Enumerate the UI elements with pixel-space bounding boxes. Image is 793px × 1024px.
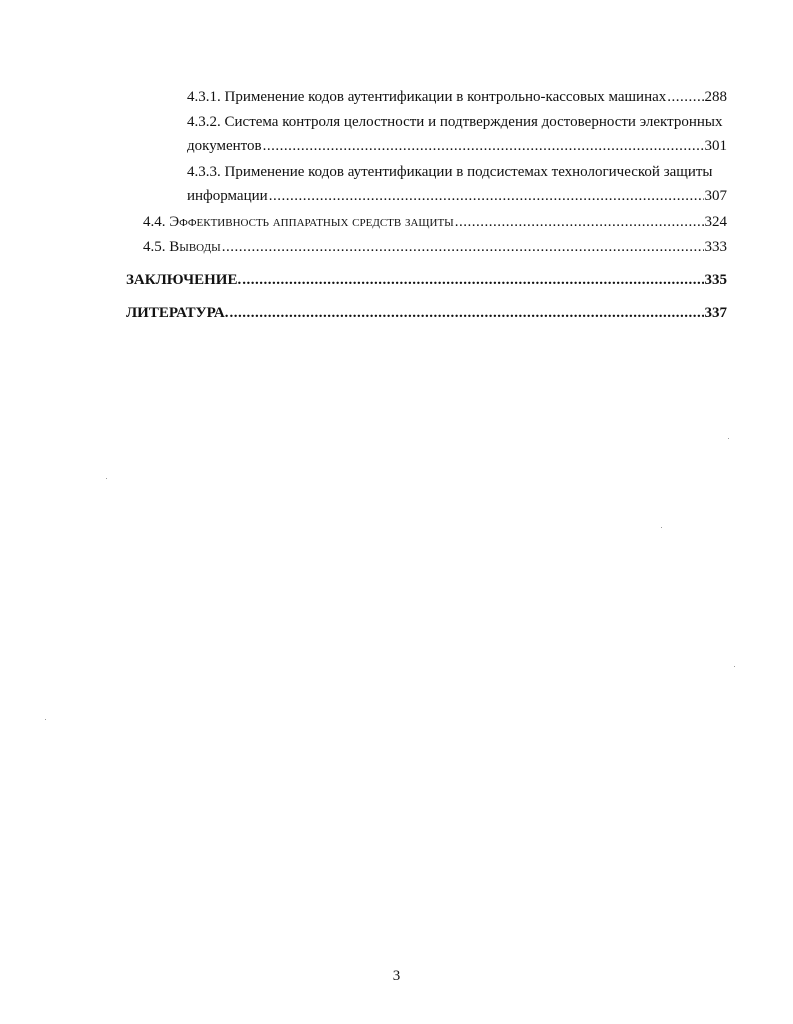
toc-entry-title: Система контроля целостности и подтверждения достоверности электронных: [224, 114, 723, 130]
dot-leader: [242, 270, 703, 290]
toc-entry-page: 335: [704, 272, 727, 288]
toc-entry-4-3-3-line2[interactable]: [187, 186, 727, 206]
toc-entry-title-cont: информации: [187, 188, 268, 204]
toc-entry-page: 333: [704, 239, 727, 255]
toc-entry-references[interactable]: [126, 303, 727, 323]
toc-entry-4-5[interactable]: [143, 237, 727, 257]
toc-entry-title: ЗАКЛЮЧЕНИЕ.: [126, 272, 242, 288]
scan-speck: [734, 666, 735, 667]
toc-entry-title: Эффективность аппаратных средств защиты: [169, 214, 454, 230]
scan-speck: [728, 438, 729, 439]
toc-entry-number: 4.4.: [143, 214, 166, 230]
page-number: 3: [392, 968, 401, 984]
toc-entry-page: 324: [704, 214, 727, 230]
dot-leader: [667, 87, 703, 107]
toc-entry-number: 4.5.: [143, 239, 166, 255]
toc-entry-title: ЛИТЕРАТУРА.: [126, 305, 229, 321]
toc-entry-4-3-1[interactable]: [187, 87, 727, 107]
toc-entry-number: 4.3.3.: [187, 164, 221, 180]
dot-leader: [455, 212, 704, 232]
toc-entry-page: 288: [704, 89, 727, 105]
toc-entry-conclusion[interactable]: [126, 270, 727, 290]
toc-entry-title: Применение кодов аутентификации в контрольно-кассовых машинах: [224, 89, 667, 105]
toc-entry-number: 4.3.1.: [187, 89, 221, 105]
toc-entry-4-4[interactable]: [143, 212, 727, 232]
toc-entry-page: 337: [704, 305, 727, 321]
toc-entry-4-3-2-line2[interactable]: [187, 136, 727, 156]
scan-speck: [661, 527, 662, 528]
toc-entry-label: [143, 237, 221, 257]
dot-leader: [222, 237, 704, 257]
dot-leader: [229, 303, 703, 323]
toc-entry-title: Выводы: [169, 239, 221, 255]
toc-entry-label: [143, 212, 454, 232]
toc-entry-4-3-2-line1[interactable]: [187, 112, 722, 132]
dot-leader: [263, 136, 704, 156]
toc-entry-page: 301: [704, 138, 727, 154]
toc-entry-title-cont: документов: [187, 138, 262, 154]
toc-entry-label: [187, 87, 666, 107]
scan-speck: [45, 719, 46, 720]
dot-leader: [269, 186, 704, 206]
toc-entry-number: 4.3.2.: [187, 114, 221, 130]
toc-entry-4-3-3-line1[interactable]: [187, 162, 712, 182]
scan-speck: [106, 478, 107, 479]
toc-entry-title: Применение кодов аутентификации в подсистемах технологической защиты: [224, 164, 713, 180]
toc-entry-page: 307: [704, 188, 727, 204]
